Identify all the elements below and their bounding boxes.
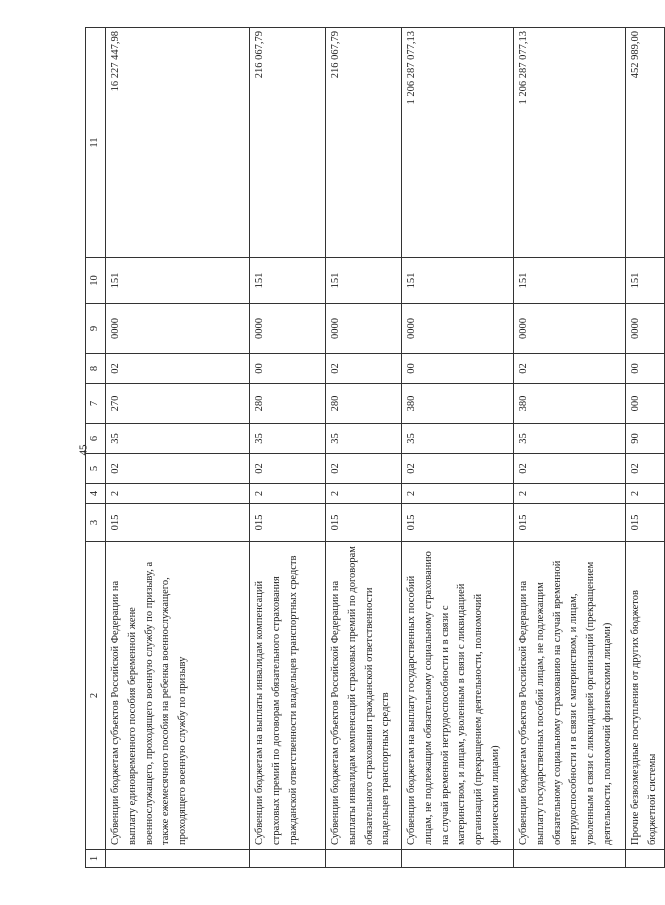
header-cell: 5 (86, 454, 106, 484)
code-cell: 02 (250, 454, 326, 484)
code-cell: 35 (514, 424, 626, 454)
code-cell: 35 (106, 424, 250, 454)
code-cell: 02 (514, 354, 626, 384)
page-number: 45 (77, 444, 90, 456)
code-cell: 280 (250, 384, 326, 424)
admin-code-cell: 015 (106, 504, 250, 542)
code-cell: 0000 (250, 304, 326, 354)
table-row (106, 28, 250, 868)
amount-cell: 452 989,00 (626, 28, 665, 258)
code-cell: 151 (250, 258, 326, 304)
code-cell: 35 (326, 424, 402, 454)
amount-cell: 16 227 447,98 (106, 28, 250, 258)
code-cell: 02 (402, 454, 514, 484)
code-cell: 151 (514, 258, 626, 304)
code-cell: 90 (626, 424, 665, 454)
amount-cell: 216 067,79 (250, 28, 326, 258)
code-cell: 0000 (626, 304, 665, 354)
code-cell: 0000 (106, 304, 250, 354)
code-cell: 0000 (402, 304, 514, 354)
row-index-cell (106, 850, 250, 868)
code-cell: 35 (402, 424, 514, 454)
table-row (402, 28, 514, 868)
code-cell: 00 (402, 354, 514, 384)
rotated-table-container (85, 28, 658, 868)
code-cell: 02 (326, 454, 402, 484)
code-cell: 380 (402, 384, 514, 424)
row-index-cell (402, 850, 514, 868)
amount-cell: 1 206 287 077,13 (402, 28, 514, 258)
admin-code-cell: 015 (402, 504, 514, 542)
code-cell: 151 (106, 258, 250, 304)
table-row (250, 28, 326, 868)
row-index-cell (514, 850, 626, 868)
code-cell: 2 (402, 484, 514, 504)
table-row (326, 28, 402, 868)
header-cell: 7 (86, 384, 106, 424)
code-cell: 380 (514, 384, 626, 424)
header-cell: 3 (86, 504, 106, 542)
code-cell: 000 (626, 384, 665, 424)
code-cell: 02 (326, 354, 402, 384)
header-cell: 9 (86, 304, 106, 354)
code-cell: 0000 (326, 304, 402, 354)
row-name-cell: Прочие безвозмездные поступления от других бюджетов бюджетной системы (626, 542, 665, 850)
row-name-cell: Субвенции бюджетам субъектов Российской Федерации на выплату государственных пособий лицам, не подлежащим обязательному социальному страхованию на случай временной нетрудоспособности и в связи с материнством, и лицам, уволенным в связи с ликвидацией организаций (прекращением деятельности, полномочий физическими лицами) (514, 542, 626, 850)
header-cell: 4 (86, 484, 106, 504)
admin-code-cell: 015 (326, 504, 402, 542)
header-row (86, 28, 106, 868)
header-cell: 2 (86, 542, 106, 850)
code-cell: 35 (250, 424, 326, 454)
admin-code-cell: 015 (514, 504, 626, 542)
admin-code-cell: 015 (626, 504, 665, 542)
code-cell: 00 (250, 354, 326, 384)
code-cell: 2 (106, 484, 250, 504)
amount-cell: 216 067,79 (326, 28, 402, 258)
row-name-cell: Субвенции бюджетам субъектов Российской Федерации на выплаты инвалидам компенсаций страховых премий по договорам обязательного страхования гражданской ответственности владельцев транспортных средств (326, 542, 402, 850)
budget-table (85, 27, 665, 868)
code-cell: 0000 (514, 304, 626, 354)
row-name-cell: Субвенции бюджетам субъектов Российской Федерации на выплату единовременного пособия беременной жене военнослужащего, проходящего военную службу по призыву, а также ежемесячного пособия на ребенка военнослужащего, проходящего военную службу по призыву (106, 542, 250, 850)
code-cell: 270 (106, 384, 250, 424)
header-cell: 8 (86, 354, 106, 384)
code-cell: 00 (626, 354, 665, 384)
header-cell: 6 (86, 424, 106, 454)
row-name-cell: Субвенции бюджетам на выплату государственных пособий лицам, не подлежащим обязательному социальному страхованию на случай временной нетрудоспособности и в связи с материнством, и лицам, уволенным в связи с ликвидацией организаций (прекращением деятельности, полномочий физическими лицами) (402, 542, 514, 850)
row-index-cell (250, 850, 326, 868)
code-cell: 151 (402, 258, 514, 304)
amount-cell: 1 206 287 077,13 (514, 28, 626, 258)
header-cell: 1 (86, 850, 106, 868)
code-cell: 02 (514, 454, 626, 484)
table-row (514, 28, 626, 868)
code-cell: 2 (514, 484, 626, 504)
table-row (626, 28, 665, 868)
admin-code-cell: 015 (250, 504, 326, 542)
header-cell: 11 (86, 28, 106, 258)
code-cell: 2 (326, 484, 402, 504)
code-cell: 02 (106, 354, 250, 384)
row-name-cell: Субвенции бюджетам на выплаты инвалидам компенсаций страховых премий по договорам обязательного страхования гражданской ответственности владельцев транспортных средств (250, 542, 326, 850)
code-cell: 02 (626, 454, 665, 484)
code-cell: 280 (326, 384, 402, 424)
row-index-cell (626, 850, 665, 868)
row-index-cell (326, 850, 402, 868)
code-cell: 2 (626, 484, 665, 504)
code-cell: 2 (250, 484, 326, 504)
header-cell: 10 (86, 258, 106, 304)
code-cell: 151 (626, 258, 665, 304)
code-cell: 02 (106, 454, 250, 484)
code-cell: 151 (326, 258, 402, 304)
